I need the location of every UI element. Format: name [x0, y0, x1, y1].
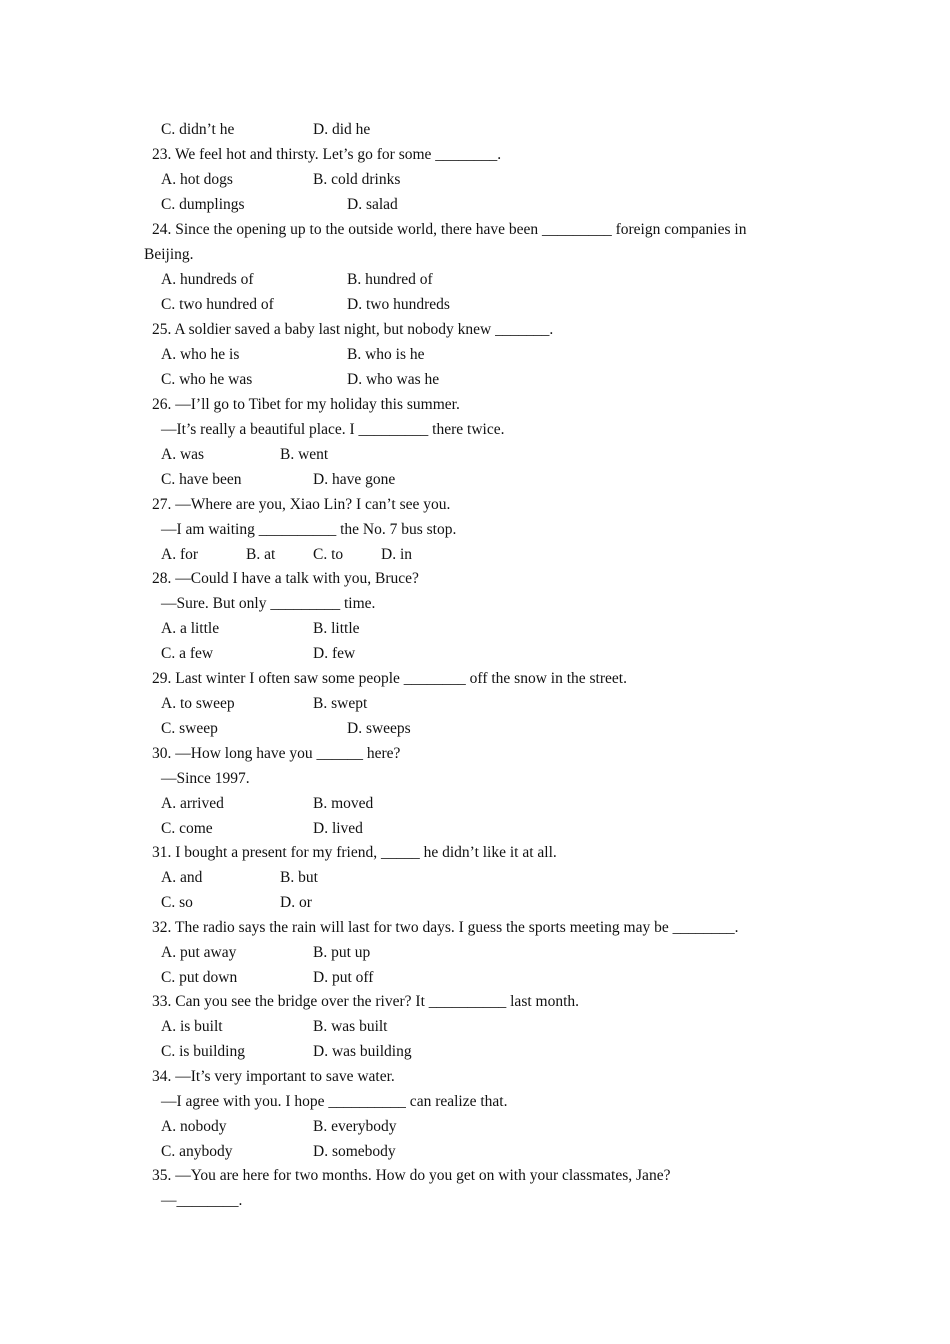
- question-24-continued: Beijing.: [144, 246, 194, 263]
- option-b: B. little: [313, 620, 360, 637]
- option-a: A. was: [161, 446, 205, 463]
- option-d: D. have gone: [313, 471, 396, 488]
- option-d: D. lived: [313, 820, 363, 837]
- question-28: 28. —Could I have a talk with you, Bruce?: [152, 570, 419, 587]
- question-29: 29. Last winter I often saw some people ________ off the snow in the street.: [152, 670, 627, 687]
- option-d: D. sweeps: [347, 720, 411, 737]
- option-b: B. but: [280, 869, 318, 886]
- option-b: B. put up: [313, 944, 371, 961]
- question-35-reply: —________.: [161, 1192, 243, 1209]
- option-b: B. was built: [313, 1018, 388, 1035]
- option-c: C. come: [161, 820, 213, 837]
- option-b: B. moved: [313, 795, 374, 812]
- option-b: B. at: [246, 546, 276, 563]
- option-d: D. was building: [313, 1043, 412, 1060]
- question-30: 30. —How long have you ______ here?: [152, 745, 401, 762]
- question-31: 31. I bought a present for my friend, _____ he didn’t like it at all.: [152, 844, 557, 861]
- option-d: D. in: [381, 546, 412, 563]
- option-c: C. dumplings: [161, 196, 245, 213]
- option-a: A. hundreds of: [161, 271, 254, 288]
- option-b: B. cold drinks: [313, 171, 401, 188]
- option-a: A. and: [161, 869, 203, 886]
- question-35: 35. —You are here for two months. How do you get on with your classmates, Jane?: [152, 1167, 671, 1184]
- option-a: A. nobody: [161, 1118, 227, 1135]
- option-c: C. who he was: [161, 371, 253, 388]
- option-b: B. everybody: [313, 1118, 397, 1135]
- option-d: D. or: [280, 894, 312, 911]
- question-26: 26. —I’ll go to Tibet for my holiday this summer.: [152, 396, 460, 413]
- question-27-reply: —I am waiting __________ the No. 7 bus stop.: [161, 521, 457, 538]
- question-26-reply: —It’s really a beautiful place. I _________ there twice.: [161, 421, 505, 438]
- question-25: 25. A soldier saved a baby last night, but nobody knew _______.: [152, 321, 554, 338]
- question-32: 32. The radio says the rain will last for two days. I guess the sports meeting may be ________.: [152, 919, 739, 936]
- option-c: C. have been: [161, 471, 242, 488]
- option-c: C. to: [313, 546, 344, 563]
- option-a: A. is built: [161, 1018, 223, 1035]
- option-a: A. who he is: [161, 346, 240, 363]
- option-c: C. is building: [161, 1043, 245, 1060]
- option-a: A. put away: [161, 944, 237, 961]
- option-d: D. somebody: [313, 1143, 396, 1160]
- option-d: D. two hundreds: [347, 296, 450, 313]
- option-d: D. salad: [347, 196, 398, 213]
- question-33: 33. Can you see the bridge over the river? It __________ last month.: [152, 993, 580, 1010]
- option-a: A. a little: [161, 620, 220, 637]
- option-c: C. two hundred of: [161, 296, 274, 313]
- option-a: A. for: [161, 546, 199, 563]
- option-c: C. anybody: [161, 1143, 233, 1160]
- option-b: B. swept: [313, 695, 368, 712]
- option-c: C. a few: [161, 645, 214, 662]
- option-d: D. who was he: [347, 371, 440, 388]
- option-c: C. didn’t he: [161, 121, 235, 138]
- question-27: 27. —Where are you, Xiao Lin? I can’t see you.: [152, 496, 451, 513]
- question-24: 24. Since the opening up to the outside world, there have been _________ foreign companies in: [152, 221, 747, 238]
- option-b: B. went: [280, 446, 329, 463]
- question-34-reply: —I agree with you. I hope __________ can realize that.: [161, 1093, 508, 1110]
- option-b: B. who is he: [347, 346, 425, 363]
- question-23: 23. We feel hot and thirsty. Let’s go for some ________.: [152, 146, 502, 163]
- question-28-reply: —Sure. But only _________ time.: [161, 595, 376, 612]
- option-c: C. put down: [161, 969, 238, 986]
- option-d: D. put off: [313, 969, 374, 986]
- question-30-reply: —Since 1997.: [161, 770, 250, 787]
- option-a: A. hot dogs: [161, 171, 233, 188]
- question-34: 34. —It’s very important to save water.: [152, 1068, 395, 1085]
- option-d: D. did he: [313, 121, 371, 138]
- option-b: B. hundred of: [347, 271, 433, 288]
- option-a: A. arrived: [161, 795, 224, 812]
- option-c: C. sweep: [161, 720, 218, 737]
- option-a: A. to sweep: [161, 695, 235, 712]
- option-d: D. few: [313, 645, 356, 662]
- option-c: C. so: [161, 894, 193, 911]
